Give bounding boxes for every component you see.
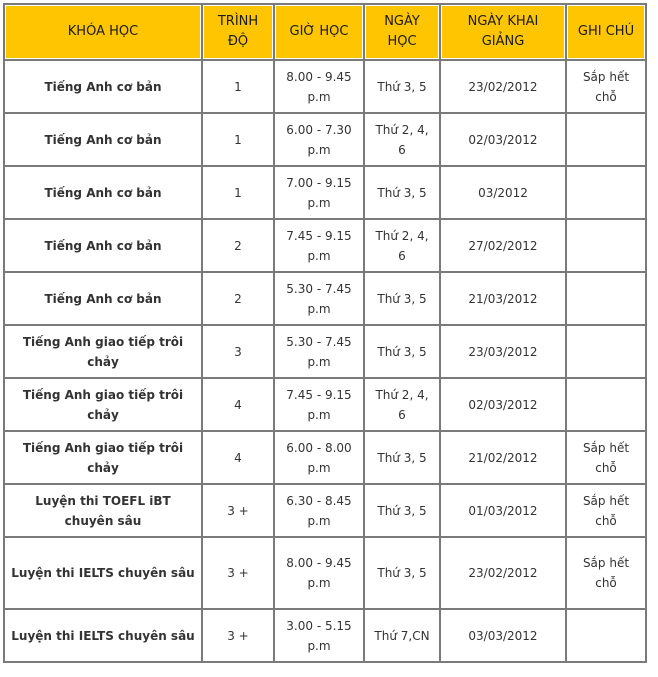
days-cell: Thứ 2, 4, 6 bbox=[365, 114, 439, 165]
level-cell: 3 + bbox=[203, 610, 273, 661]
note-cell bbox=[567, 326, 645, 377]
level-cell: 3 + bbox=[203, 485, 273, 536]
table-row bbox=[5, 432, 645, 483]
time-cell: 7.45 - 9.15 p.m bbox=[275, 220, 363, 271]
header-row bbox=[5, 5, 645, 59]
days-cell: Thứ 3, 5 bbox=[365, 485, 439, 536]
table-row bbox=[5, 114, 645, 165]
days-cell: Thứ 7,CN bbox=[365, 610, 439, 661]
level-cell: 3 + bbox=[203, 538, 273, 608]
course-cell: Tiếng Anh giao tiếp trôi chảy bbox=[5, 432, 201, 483]
table-row bbox=[5, 538, 645, 608]
time-cell: 7.45 - 9.15 p.m bbox=[275, 379, 363, 430]
note-cell bbox=[567, 220, 645, 271]
time-cell: 8.00 - 9.45 p.m bbox=[275, 538, 363, 608]
header-level: TRÌNH ĐỘ bbox=[203, 5, 273, 59]
time-cell: 7.00 - 9.15 p.m bbox=[275, 167, 363, 218]
note-cell: Sắp hết chỗ bbox=[567, 432, 645, 483]
header-days: NGÀY HỌC bbox=[365, 5, 439, 59]
course-cell: Tiếng Anh cơ bản bbox=[5, 114, 201, 165]
start-date-cell: 01/03/2012 bbox=[441, 485, 565, 536]
table-row bbox=[5, 273, 645, 324]
time-cell: 8.00 - 9.45 p.m bbox=[275, 61, 363, 112]
course-cell: Tiếng Anh giao tiếp trôi chảy bbox=[5, 379, 201, 430]
level-cell: 2 bbox=[203, 273, 273, 324]
course-cell: Tiếng Anh cơ bản bbox=[5, 61, 201, 112]
schedule-body bbox=[5, 61, 645, 661]
time-cell: 6.00 - 7.30 p.m bbox=[275, 114, 363, 165]
level-cell: 4 bbox=[203, 379, 273, 430]
days-cell: Thứ 2, 4, 6 bbox=[365, 379, 439, 430]
days-cell: Thứ 3, 5 bbox=[365, 432, 439, 483]
course-schedule-table bbox=[3, 3, 647, 663]
start-date-cell: 23/03/2012 bbox=[441, 326, 565, 377]
days-cell: Thứ 3, 5 bbox=[365, 326, 439, 377]
table-row bbox=[5, 220, 645, 271]
days-cell: Thứ 3, 5 bbox=[365, 273, 439, 324]
note-cell bbox=[567, 610, 645, 661]
header-time: GIỜ HỌC bbox=[275, 5, 363, 59]
start-date-cell: 02/03/2012 bbox=[441, 379, 565, 430]
time-cell: 6.00 - 8.00 p.m bbox=[275, 432, 363, 483]
start-date-cell: 23/02/2012 bbox=[441, 538, 565, 608]
time-cell: 6.30 - 8.45 p.m bbox=[275, 485, 363, 536]
days-cell: Thứ 2, 4, 6 bbox=[365, 220, 439, 271]
time-cell: 3.00 - 5.15 p.m bbox=[275, 610, 363, 661]
table-row bbox=[5, 167, 645, 218]
header-start-date: NGÀY KHAI GIẢNG bbox=[441, 5, 565, 59]
course-cell: Tiếng Anh cơ bản bbox=[5, 167, 201, 218]
course-cell: Tiếng Anh cơ bản bbox=[5, 220, 201, 271]
header-course: KHÓA HỌC bbox=[5, 5, 201, 59]
start-date-cell: 02/03/2012 bbox=[441, 114, 565, 165]
level-cell: 1 bbox=[203, 61, 273, 112]
level-cell: 1 bbox=[203, 167, 273, 218]
course-cell: Luyện thi IELTS chuyên sâu bbox=[5, 538, 201, 608]
start-date-cell: 21/03/2012 bbox=[441, 273, 565, 324]
level-cell: 2 bbox=[203, 220, 273, 271]
start-date-cell: 21/02/2012 bbox=[441, 432, 565, 483]
table-row bbox=[5, 610, 645, 661]
note-cell: Sắp hết chỗ bbox=[567, 485, 645, 536]
table-row bbox=[5, 326, 645, 377]
level-cell: 4 bbox=[203, 432, 273, 483]
days-cell: Thứ 3, 5 bbox=[365, 538, 439, 608]
table-row bbox=[5, 61, 645, 112]
note-cell: Sắp hết chỗ bbox=[567, 61, 645, 112]
note-cell bbox=[567, 379, 645, 430]
level-cell: 3 bbox=[203, 326, 273, 377]
note-cell bbox=[567, 167, 645, 218]
start-date-cell: 03/2012 bbox=[441, 167, 565, 218]
start-date-cell: 03/03/2012 bbox=[441, 610, 565, 661]
note-cell: Sắp hết chỗ bbox=[567, 538, 645, 608]
table-row bbox=[5, 379, 645, 430]
course-cell: Luyện thi IELTS chuyên sâu bbox=[5, 610, 201, 661]
time-cell: 5.30 - 7.45 p.m bbox=[275, 326, 363, 377]
note-cell bbox=[567, 273, 645, 324]
level-cell: 1 bbox=[203, 114, 273, 165]
header-note: GHI CHÚ bbox=[567, 5, 645, 59]
course-cell: Tiếng Anh giao tiếp trôi chảy bbox=[5, 326, 201, 377]
time-cell: 5.30 - 7.45 p.m bbox=[275, 273, 363, 324]
start-date-cell: 27/02/2012 bbox=[441, 220, 565, 271]
note-cell bbox=[567, 114, 645, 165]
days-cell: Thứ 3, 5 bbox=[365, 167, 439, 218]
table-row bbox=[5, 485, 645, 536]
course-cell: Luyện thi TOEFL iBT chuyên sâu bbox=[5, 485, 201, 536]
course-cell: Tiếng Anh cơ bản bbox=[5, 273, 201, 324]
days-cell: Thứ 3, 5 bbox=[365, 61, 439, 112]
start-date-cell: 23/02/2012 bbox=[441, 61, 565, 112]
